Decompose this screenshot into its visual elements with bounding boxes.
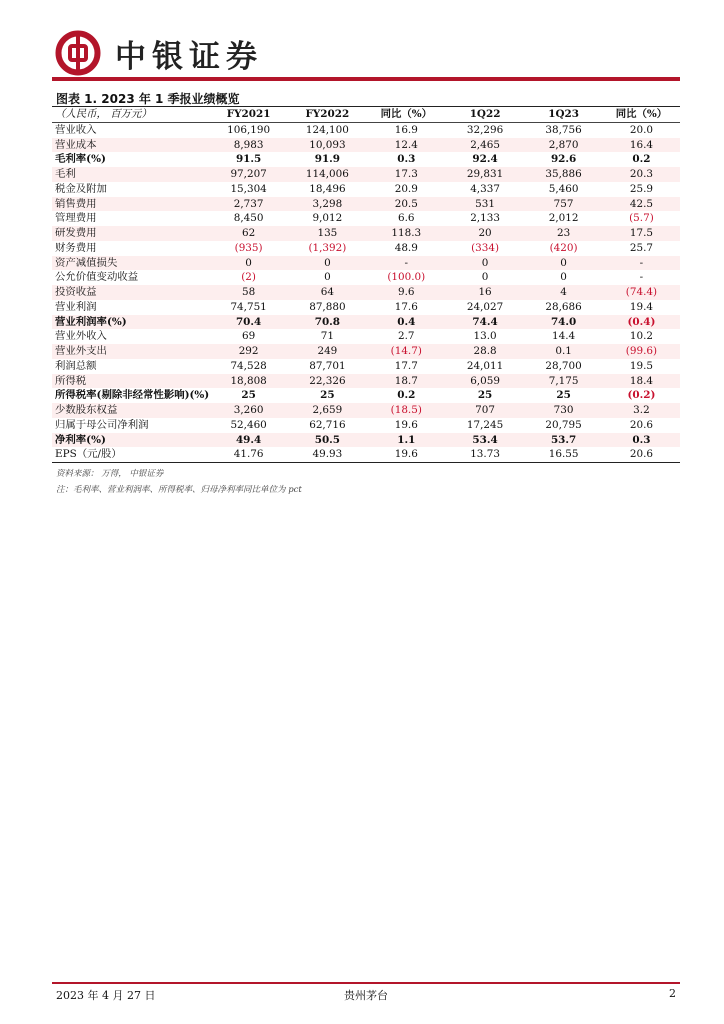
table-cell: (99.6) — [603, 344, 680, 359]
table-cell: 7,175 — [524, 374, 603, 389]
table-cell: 25 — [320, 389, 335, 402]
table-cell: 0 — [446, 256, 525, 271]
table-row — [52, 329, 680, 344]
table-cell: (0.4) — [603, 315, 680, 330]
table-cell: 1.1 — [367, 433, 446, 448]
table-row — [52, 211, 680, 226]
table-cell: 2,133 — [470, 212, 500, 225]
table-cell: 20.3 — [603, 167, 680, 182]
table-cell: 13.0 — [473, 330, 497, 343]
row-label: 营业外支出 — [52, 344, 209, 359]
row-label: 所得税率(剔除非经常性影响)(%) — [55, 389, 210, 402]
table-cell: 3.2 — [603, 403, 680, 418]
table-cell: 29,831 — [446, 167, 525, 182]
table-cell: - — [367, 256, 446, 271]
table-cell: - — [639, 271, 644, 284]
table-cell: 28,700 — [545, 359, 582, 372]
table-cell: 16.4 — [603, 138, 680, 153]
table-cell: 91.5 — [235, 153, 262, 166]
table-cell: (0.2) — [627, 389, 656, 402]
table-cell: 62 — [209, 226, 288, 241]
bank-of-china-logo-icon — [55, 30, 101, 76]
table-cell: 20.9 — [394, 182, 418, 195]
table-cell: 531 — [446, 197, 525, 212]
table-cell: 87,880 — [309, 300, 346, 313]
table-cell: 17.5 — [603, 226, 680, 241]
table-cell: 4,337 — [470, 182, 500, 195]
table-cell: 118.3 — [367, 226, 446, 241]
table-row — [52, 226, 680, 241]
table-row — [52, 167, 680, 182]
row-label: 财务费用 — [55, 241, 97, 254]
table-cell: 0 — [481, 271, 489, 284]
table-cell: 2,870 — [524, 138, 603, 153]
table-cell: - — [603, 256, 680, 271]
table-cell: 49.93 — [288, 447, 367, 462]
row-label: 所得税 — [52, 374, 209, 389]
row-label: 营业收入 — [55, 123, 97, 136]
figure-title: 图表 1. 2023 年 1 季报业绩概览 — [56, 92, 240, 106]
table-cell: 9.6 — [367, 285, 446, 300]
table-cell: 4 — [524, 285, 603, 300]
table-cell: 25.9 — [629, 182, 653, 195]
row-label: 少数股东权益 — [52, 403, 209, 418]
table-cell: 0.4 — [367, 315, 446, 330]
row-label: 净利率(%) — [52, 433, 209, 448]
table-cell: 106,190 — [227, 123, 271, 136]
table-cell: 32,296 — [466, 123, 504, 136]
table-row — [52, 447, 680, 462]
table-cell: 74,751 — [230, 300, 267, 313]
table-cell: 18.7 — [367, 374, 446, 389]
table-cell: 91.9 — [314, 153, 341, 166]
table-cell: 92.6 — [550, 153, 577, 166]
row-label: 毛利 — [52, 167, 209, 182]
table-cell: 20 — [446, 226, 525, 241]
table-cell: 22,326 — [288, 374, 367, 389]
table-cell: 0 — [324, 271, 331, 284]
table-cell: 69 — [242, 330, 256, 343]
table-cell: 38,756 — [545, 123, 582, 136]
table-cell: (1,392) — [308, 241, 347, 254]
financial-summary-table — [52, 107, 680, 463]
row-label: 利润总额 — [55, 359, 97, 372]
table-cell: 49.4 — [209, 433, 288, 448]
table-cell: 3,260 — [209, 403, 288, 418]
table-cell: 3,298 — [288, 197, 367, 212]
row-label: 毛利率(%) — [55, 153, 106, 166]
table-cell: 2,737 — [209, 197, 288, 212]
table-row — [52, 197, 680, 212]
table-cell: 5,460 — [548, 182, 579, 195]
table-cell: (2) — [241, 271, 256, 284]
footer-rule — [52, 982, 680, 984]
table-cell: 0.2 — [632, 153, 651, 166]
table-cell: 35,886 — [524, 167, 603, 182]
table-cell: 28.8 — [446, 344, 525, 359]
table-cell: (74.4) — [603, 285, 680, 300]
table-cell: 20.6 — [629, 418, 653, 431]
unit-note: 注：毛利率、营业利润率、所得税率、归母净利率同比单位为 pct — [56, 485, 302, 495]
table-cell: 70.4 — [209, 315, 288, 330]
table-cell: (5.7) — [629, 212, 654, 225]
table-row — [52, 285, 680, 300]
table-row — [52, 315, 680, 330]
column-header: 同比（%） — [367, 107, 446, 122]
table-cell: (18.5) — [367, 403, 446, 418]
table-cell: 2,465 — [446, 138, 525, 153]
table-cell: 0 — [288, 256, 367, 271]
table-row — [52, 388, 680, 403]
table-cell: 41.76 — [209, 447, 288, 462]
table-cell: 0.3 — [603, 433, 680, 448]
column-header: FY2021 — [209, 107, 288, 122]
table-cell: 18,808 — [209, 374, 288, 389]
table-cell: 17.6 — [394, 300, 418, 313]
table-cell: (100.0) — [387, 271, 426, 284]
table-cell: 0 — [209, 256, 288, 271]
table-row — [52, 433, 680, 448]
table-body — [52, 122, 680, 462]
table-cell: 18,496 — [309, 182, 346, 195]
brand-name: 中银证券 — [115, 38, 263, 75]
column-header: 1Q23 — [524, 107, 603, 122]
table-cell: (935) — [234, 241, 263, 254]
footer-date: 2023 年 4 月 27 日 — [56, 989, 156, 1002]
row-label: 营业利润 — [55, 300, 97, 313]
table-cell: (334) — [471, 241, 500, 254]
table-cell: 0.1 — [524, 344, 603, 359]
table-cell: 19.4 — [629, 300, 653, 313]
table-cell: 92.4 — [472, 153, 498, 166]
table-row — [52, 403, 680, 418]
table-cell: 50.5 — [288, 433, 367, 448]
table-cell: 20.5 — [367, 197, 446, 212]
table-cell: 12.4 — [367, 138, 446, 153]
table-cell: 24,011 — [466, 359, 504, 372]
table-cell: 20.6 — [603, 447, 680, 462]
table-cell: 87,701 — [309, 359, 346, 372]
row-label: EPS（元/股） — [52, 447, 209, 462]
table-cell: 13.73 — [446, 447, 525, 462]
table-cell: 74.0 — [524, 315, 603, 330]
table-cell: 28,686 — [545, 300, 582, 313]
table-cell: 52,460 — [230, 418, 267, 431]
notes — [56, 466, 302, 498]
table-row — [52, 138, 680, 153]
table-cell: 2,659 — [288, 403, 367, 418]
table-cell: 25 — [477, 389, 493, 402]
table-cell: 124,100 — [305, 123, 349, 136]
table-cell: 25 — [241, 389, 256, 402]
table-cell: 97,207 — [209, 167, 288, 182]
table-cell: 74.4 — [446, 315, 525, 330]
table-cell: 14.4 — [552, 330, 576, 343]
table-cell: 17.7 — [394, 359, 418, 372]
table-cell: 16 — [446, 285, 525, 300]
table-cell: 19.5 — [629, 359, 653, 372]
table-cell: 20.0 — [629, 123, 653, 136]
table-cell: 19.6 — [367, 447, 446, 462]
table-cell: 15,304 — [230, 182, 267, 195]
table-cell: 0 — [560, 271, 567, 284]
table-cell: 42.5 — [603, 197, 680, 212]
table-cell: 64 — [288, 285, 367, 300]
table-cell: 53.7 — [524, 433, 603, 448]
table-cell: 0.3 — [397, 153, 416, 166]
table-cell: 71 — [320, 330, 334, 343]
table-row — [52, 241, 680, 256]
table-cell: 23 — [524, 226, 603, 241]
table-cell: 53.4 — [446, 433, 525, 448]
table-cell: 10.2 — [629, 330, 653, 343]
table-row — [52, 256, 680, 271]
table-cell: 70.8 — [288, 315, 367, 330]
table-header-row — [52, 107, 680, 122]
table-cell: 25 — [556, 389, 571, 402]
table-cell: 17,245 — [466, 418, 504, 431]
row-label: 营业外收入 — [55, 330, 107, 343]
unit-label: （人民币， 百万元） — [52, 107, 209, 122]
row-label: 营业利润率(%) — [52, 315, 209, 330]
table-cell: 2,012 — [548, 212, 579, 225]
table-row — [52, 359, 680, 374]
source-note: 资料来源： 万得， 中银证券 — [56, 469, 164, 479]
row-label: 归属于母公司净利润 — [55, 418, 149, 431]
table-cell: 6.6 — [398, 212, 415, 225]
table-cell: 19.6 — [394, 418, 418, 431]
table-cell: (14.7) — [367, 344, 446, 359]
table-row — [52, 182, 680, 197]
row-label: 税金及附加 — [55, 182, 107, 195]
table-cell: 6,059 — [446, 374, 525, 389]
table-cell: 20,795 — [545, 418, 582, 431]
footer-company: 贵州茅台 — [344, 989, 388, 1002]
table-cell: 249 — [288, 344, 367, 359]
row-label: 投资收益 — [52, 285, 209, 300]
table-cell: 757 — [524, 197, 603, 212]
table-cell: 10,093 — [288, 138, 367, 153]
table-cell: 8,450 — [233, 212, 264, 225]
table-cell: 2.7 — [398, 330, 415, 343]
row-label: 研发费用 — [52, 226, 209, 241]
report-header — [55, 30, 263, 76]
table-cell: 58 — [209, 285, 288, 300]
table-row — [52, 270, 680, 285]
header-rule — [52, 77, 680, 81]
row-label: 公允价值变动收益 — [55, 271, 139, 284]
row-label: 销售费用 — [52, 197, 209, 212]
table-cell: 9,012 — [312, 212, 343, 225]
table-cell: 18.4 — [603, 374, 680, 389]
row-label: 资产减值损失 — [52, 256, 209, 271]
column-header: 同比（%） — [603, 107, 680, 122]
row-label: 管理费用 — [55, 212, 97, 225]
table-row — [52, 122, 680, 137]
table-cell: 135 — [288, 226, 367, 241]
table-row — [52, 418, 680, 433]
table-cell: 17.3 — [367, 167, 446, 182]
table-cell: (420) — [549, 241, 578, 254]
table-cell: 114,006 — [288, 167, 367, 182]
table-cell: 730 — [524, 403, 603, 418]
table-cell: 62,716 — [309, 418, 346, 431]
column-header: 1Q22 — [446, 107, 525, 122]
table-row — [52, 374, 680, 389]
table-cell: 16.55 — [524, 447, 603, 462]
table-row — [52, 344, 680, 359]
table-cell: 16.9 — [394, 123, 418, 136]
row-label: 营业成本 — [52, 138, 209, 153]
table-cell: 0 — [524, 256, 603, 271]
table-cell: 0.2 — [397, 389, 416, 402]
page-number: 2 — [669, 987, 676, 1000]
column-header: FY2022 — [288, 107, 367, 122]
table-cell: 292 — [209, 344, 288, 359]
table-cell: 48.9 — [394, 241, 418, 254]
table-cell: 25.7 — [629, 241, 653, 254]
table-cell: 74,528 — [230, 359, 267, 372]
table-row — [52, 300, 680, 315]
table-row — [52, 152, 680, 167]
table-cell: 8,983 — [209, 138, 288, 153]
table-cell: 707 — [446, 403, 525, 418]
table-cell: 24,027 — [466, 300, 504, 313]
